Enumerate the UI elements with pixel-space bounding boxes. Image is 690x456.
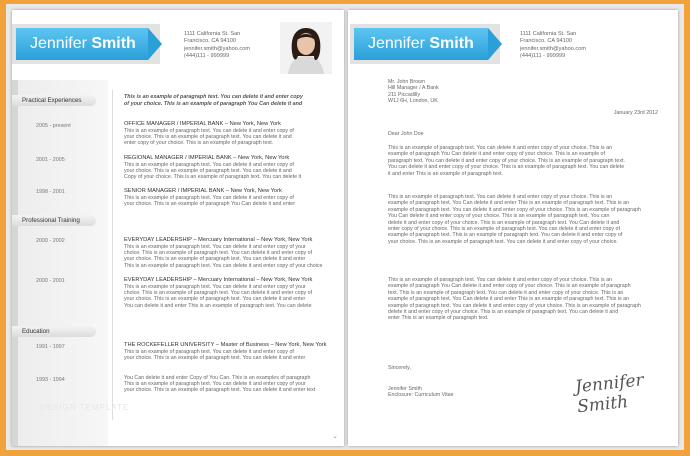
training-entry: EVERYDAY LEADERSHIP – Mercuary International – New York, New York This is an example of paragraph text. You can delete it and enter copy of your choice. This is an example of paragraph text. You can delete it and enter copy of your choice. This is an example of paragraph text. You can delete it and enter This is an example of paragraph text. You can delete it and enter copy of your choice [124, 237, 336, 269]
training-entry: EVERYDAY LEADERSHIP – Mercuary International – New York, New York This is an example of paragraph text. You can delete it and enter copy of your choice. This is an example of paragraph text. You can delete it and enter copy of your choice. This is an example of paragraph text. You can delete it and enter You can delete it and enter This is an example of paragraph text. You can delete [124, 277, 336, 309]
column-divider [112, 90, 113, 420]
contact-block [520, 31, 586, 61]
closing: Sincerely, [388, 365, 411, 371]
contact-address-1: 1111 California St. San [520, 31, 577, 37]
year-range: 1991 - 1997 [36, 344, 65, 350]
year-range: 2005 - present [36, 123, 71, 129]
cover-letter-page [348, 10, 678, 446]
name-banner [354, 28, 488, 60]
contact-address-2: Francisco, CA 94100 [520, 38, 572, 45]
contact-email: jennifer.smith@yahoo.com [184, 45, 250, 52]
year-range: 2001 - 2005 [36, 157, 65, 163]
name-banner [16, 28, 148, 60]
year-range: 1998 - 2001 [36, 189, 65, 195]
last-name: Smith [91, 35, 136, 52]
contact-address-2: Francisco, CA 94100 [184, 38, 236, 45]
letter-paragraph: This is an example of paragraph text. You can delete it and enter copy of your choice. This is an example of paragraph You Can delete it and enter copy of your choice. This is an example of paragraph text. This is an example of paragraph text. You can delete it and enter copy of your choice. This is an example of paragraph text. You Can delete it and enter This is an example of paragraph text. This is an example of paragraph text. You can delete it and enter copy of your choice. This is an example of paragraph delete it and enter copy of your choice. This is an example of paragraph text. You can delete it and enter This is an example of paragraph text. [388, 277, 641, 322]
training-title: EVERYDAY LEADERSHIP – Mercuary International – New York, New York [124, 277, 313, 283]
letter-paragraph: This is an example of paragraph text. You can delete it and enter copy of your choice. This is an example of paragraph You Can delete it and enter copy of your choice. This is an example of paragraph text. You can delete it and enter copy of your choice. This is an example of paragraph text. You can delete it and enter copy of your choice. This is an example of paragraph text. You can delete it and enter This is an example of paragraph text. [388, 145, 625, 177]
contact-address-1: 1111 California St. San [184, 31, 241, 37]
left-stripe [12, 80, 18, 446]
left-column [12, 80, 108, 446]
education-title: THE ROCKEFELLER UNIVERSITY – Master of Business – New York, New York [124, 342, 327, 348]
first-name: Jennifer [368, 35, 425, 52]
watermark-text: DESIGN TEMPLATE [40, 403, 130, 412]
job-title: SENIOR MANAGER / IMPERIAL BANK – New York, New York [124, 188, 282, 194]
last-name: Smith [429, 35, 474, 52]
recipient-address: Mr. John Brown Hill Manager / A Bank 211 Piccadilly W1J 6H, London, UK [388, 79, 439, 105]
contact-phone: (444)111 - 999999 [520, 53, 566, 60]
salutation: Dear John Doe [388, 131, 424, 137]
year-range: 2000 - 2002 [36, 238, 65, 244]
signature: Jennifer Smith [574, 370, 645, 418]
intro-text: This is an example of paragraph text. You can delete it and enter copy of your choice. This is an example of paragraph You Can delete it and [124, 94, 303, 107]
contact-email: jennifer.smith@yahoo.com [520, 45, 586, 52]
letter-paragraph: This is an example of paragraph text. You can delete it and enter copy of your choice. This is an example of paragraph text. You Can delete it and enter This is an example of paragraph text. This is an example of paragraph text. You can delete it and enter copy of your choice. This is an example of paragraph You Can delete it and enter copy of your choice. This is an example of paragraph text. You can delete it and enter copy of your choice. This is an example of paragraph text. You Can delete it and enter copy of your choice. This is an example of paragraph text. You can delete it and enter copy of example of paragraph text. This is an example of paragraph text. You can delete it and enter copy of your choice. This is an example of paragraph text. You can delete it and enter copy of your choice. [388, 194, 641, 245]
letter-date: January 23rd 2012 [613, 110, 658, 116]
job-title: OFFICE MANAGER / IMPERIAL BANK – New York, New York [124, 121, 281, 127]
section-professional-training: Professional Training [12, 215, 96, 226]
resume-page [12, 10, 344, 446]
contact-block [184, 31, 250, 61]
education-entry: THE ROCKEFELLER UNIVERSITY – Master of Business – New York, New York This is an example of paragraph text. You can delete it and enter copy of your choice. This is an example of paragraph text. You can delete it and enter [124, 342, 336, 361]
chevron-down-icon[interactable]: ⌄ [332, 433, 338, 440]
job-title: REGIONAL MANAGER / IMPERIAL BANK – New York, New York [124, 155, 290, 161]
year-range: 1993 - 1994 [36, 377, 65, 383]
education-entry: You Can delete it and enter Copy of You Can. This is an examples of paragraph This is an example of paragraph text. You can delete it and enter copy of your your choice. This is an example of paragraph text. You can delete it and enter text [124, 375, 316, 394]
contact-phone: (444)111 - 999999 [184, 53, 230, 60]
section-practical-experiences: Practical Experiences [12, 95, 96, 106]
job-entry: REGIONAL MANAGER / IMPERIAL BANK – New York, New York This is an example of paragraph text. You can delete it and enter copy of your choice. This is an example of paragraph text. You can delete it and Copy of your choice. This is an example of paragraph text. You can delete it [124, 155, 336, 181]
job-entry: SENIOR MANAGER / IMPERIAL BANK – New York, New York This is an example of paragraph text. You can delete it and enter copy of your choice. This is an example of paragraph You Can delete it and enter [124, 188, 336, 207]
profile-photo [280, 22, 332, 74]
job-entry: OFFICE MANAGER / IMPERIAL BANK – New York, New York This is an example of paragraph text. You can delete it and enter copy of your choice. This is an example of paragraph text. You can delete it and enter copy of your choice. This is an example of paragraph text. [124, 121, 336, 147]
sender-block: Jennifer Smith Enclosure: Curriculum Vitae [388, 386, 454, 399]
first-name: Jennifer [30, 35, 87, 52]
training-title: EVERYDAY LEADERSHIP – Mercuary International – New York, New York [124, 237, 313, 243]
section-education: Education [12, 326, 96, 337]
year-range: 2000 - 2001 [36, 278, 65, 284]
